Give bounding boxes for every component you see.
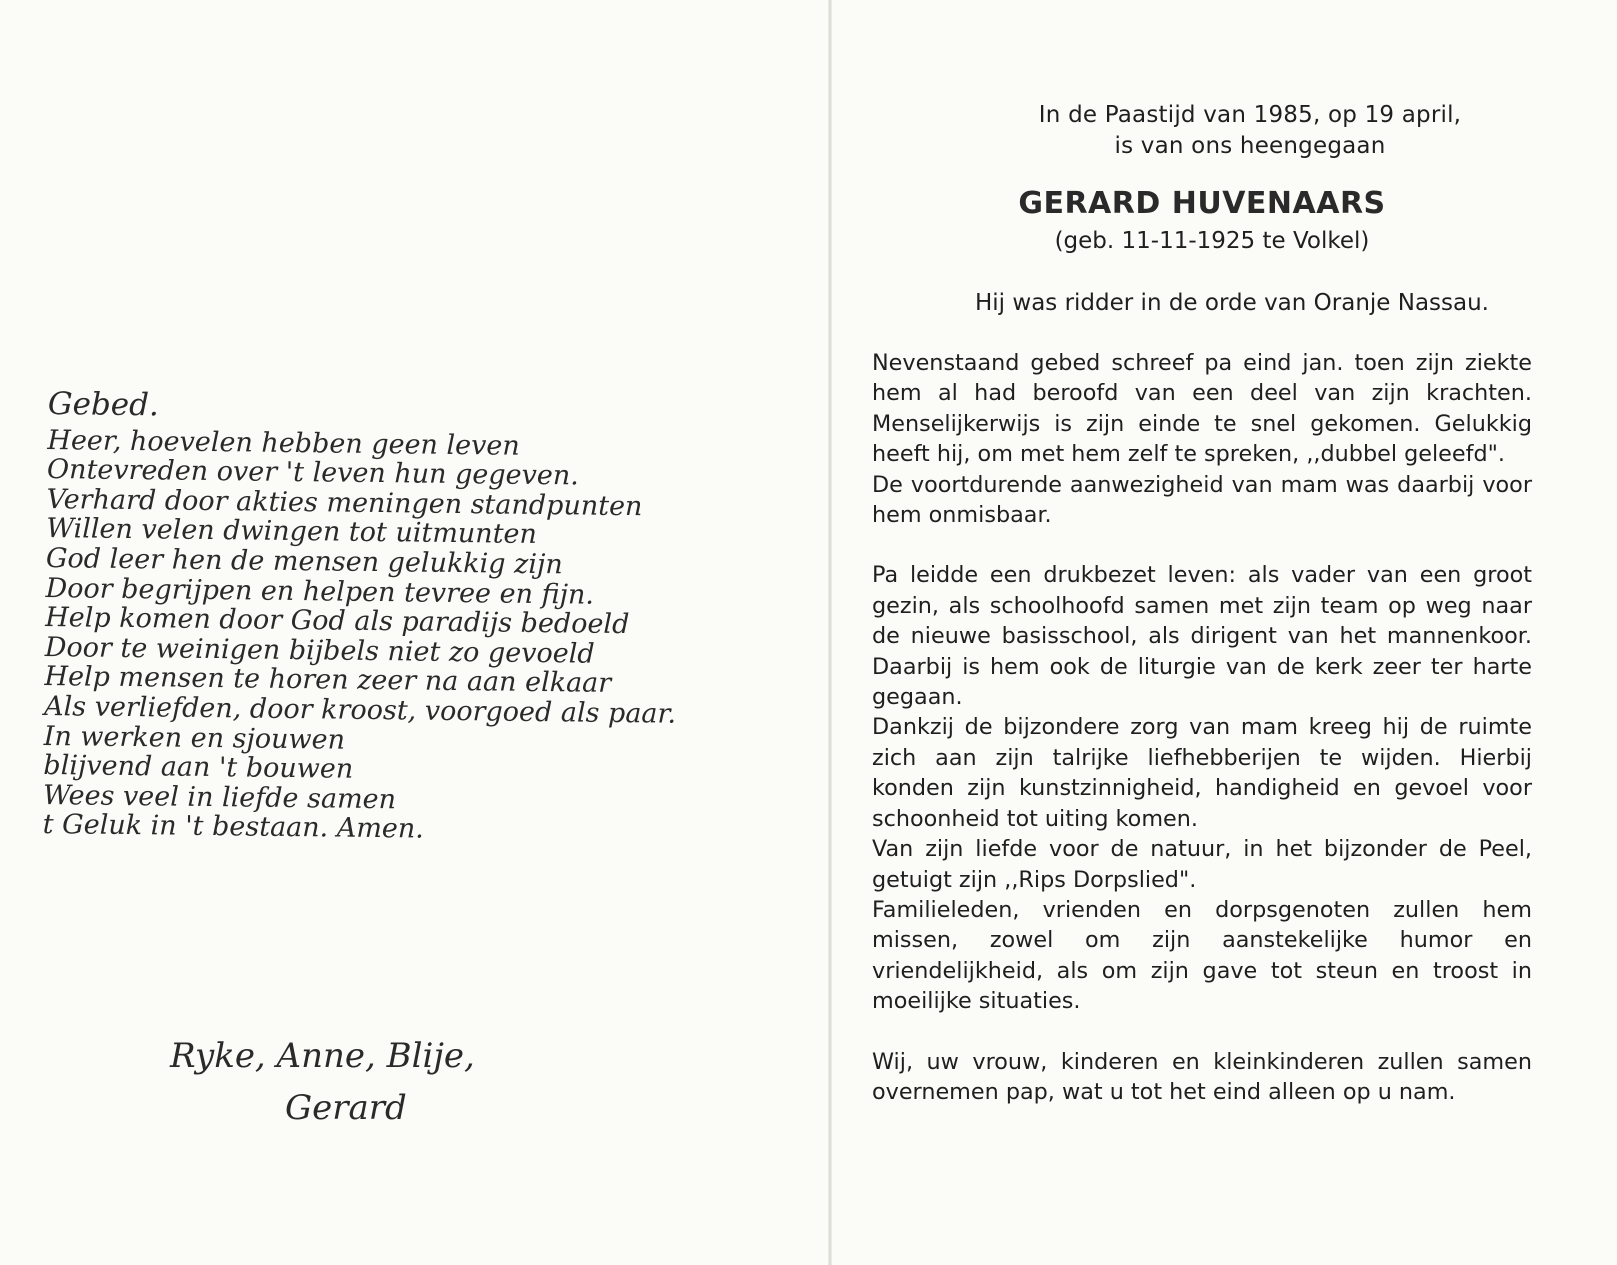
prayer-line: Ontevreden over 't leven hun gegeven. (46, 454, 580, 492)
prayer-line: Heer, hoevelen hebben geen leven (47, 424, 520, 462)
handwritten-prayer (42, 386, 768, 849)
handwritten-signature (170, 1030, 530, 1134)
prayer-line: Wees veel in liefde samen (42, 779, 397, 815)
prayer-line: blijvend aan 't bouwen (43, 750, 354, 785)
announcement-line: is van ons heengegaan (1114, 133, 1386, 159)
prayer-line: Willen velen dwingen tot uitmunten (46, 513, 538, 551)
right-page (832, 0, 1617, 1265)
birth-line: (geb. 11-11-1925 te Volkel) (1054, 228, 1370, 254)
memorial-paragraph: Wij, uw vrouw, kinderen en kleinkinderen zullen samen overnemen pap, wat u tot het eind alleen op u nam. (872, 1048, 1532, 1105)
signature-name: Gerard (285, 1088, 407, 1128)
memorial-paragraph: Dankzij de bijzondere zorg van mam kreeg hij de ruimte zich aan zijn talrijke liefhebberijen te wijden. Hierbij konden zijn kunstzinnigheid, handigheid en gevoel voor schoonheid tot uiting komen. (872, 714, 1532, 832)
prayer-line: t Geluk in 't bestaan. Amen. (42, 809, 425, 845)
memorial-paragraph: Nevenstaand gebed schreef pa eind jan. toen zijn ziekte hem al had beroofd van een deel van zijn krachten. Menselijkerwijs is zijn einde te snel gekomen. Gelukkig heeft hij, om met hem zelf te spreken, ,,dubbel geleefd". (872, 350, 1532, 468)
prayer-title: Gebed. (47, 386, 160, 424)
memorial-paragraph: Pa leidde een drukbezet leven: als vader van een groot gezin, als schoolhoofd samen met zijn team op weg naar de nieuwe basisschool, als dirigent van het mannenkoor. Daarbij is hem ook de liturgie van de kerk zeer ter harte gegaan. (872, 562, 1532, 711)
prayer-line: Help mensen te horen zeer na aan elkaar (44, 661, 612, 700)
prayer-line: Als verliefden, door kroost, voorgoed als paar. (43, 690, 677, 730)
memorial-text (872, 348, 1532, 1107)
announcement-line: In de Paastijd van 1985, op 19 april, (1038, 102, 1462, 128)
prayer-line: Verhard door akties meningen standpunten (46, 483, 643, 523)
prayer-line: In werken en sjouwen (43, 720, 346, 756)
prayer-line: God leer hen de mensen gelukkig zijn (45, 542, 563, 581)
deceased-name: GERARD HUVENAARS (1018, 186, 1386, 221)
prayer-line: Help komen door God als paradijs bedoeld (45, 602, 630, 641)
prayer-line: Door begrijpen en helpen tevree en fijn. (45, 572, 595, 611)
signature-names: Ryke, Anne, Blije, (170, 1036, 475, 1076)
announcement (1000, 100, 1500, 162)
memorial-paragraph: Familieleden, vrienden en dorpsgenoten zullen hem missen, zowel om zijn aanstekelijke humor en vriendelijkheid, als om zijn gave tot steun en troost in moeilijke situaties. (872, 896, 1532, 1015)
prayer-line: Door te weinigen bijbels niet zo gevoeld (44, 631, 595, 670)
honour-line: Hij was ridder in de orde van Oranje Nassau. (975, 290, 1489, 316)
memorial-paragraph: De voortdurende aanwezigheid van mam was daarbij voor hem onmisbaar. (872, 471, 1532, 529)
memorial-paragraph: Van zijn liefde voor de natuur, in het bijzonder de Peel, getuigt zijn ,,Rips Dorpslied". (872, 836, 1532, 893)
